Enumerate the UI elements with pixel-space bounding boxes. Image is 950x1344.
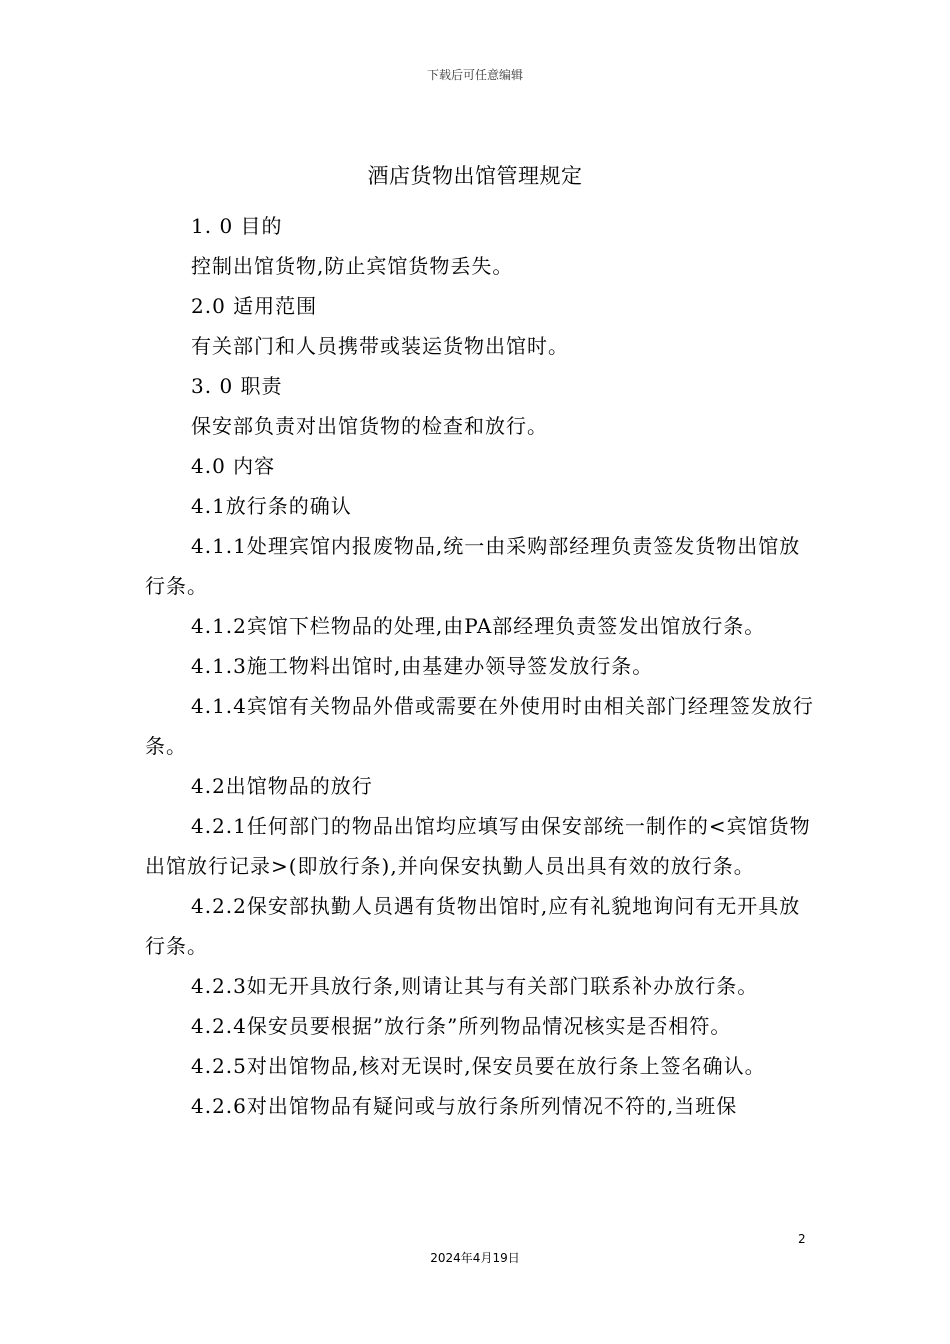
paragraph: 4.2.1任何部门的物品出馆均应填写由保安部统一制作的<宾馆货物出馆放行记录>(即放行条),并向保安执勤人员出具有效的放行条。 bbox=[145, 814, 811, 878]
paragraph: 4.1.4宾馆有关物品外借或需要在外使用时由相关部门经理签发放行条。 bbox=[145, 694, 814, 758]
document-title: 酒店货物出馆管理规定 bbox=[367, 164, 583, 188]
page-header: 下载后可任意编辑 bbox=[426, 68, 523, 82]
paragraph: 4.2.2保安部执勤人员遇有货物出馆时,应有礼貌地询问有无开具放行条。 bbox=[145, 894, 801, 958]
paragraph: 4.1.2宾馆下栏物品的处理,由PA部经理负责签发出馆放行条。 bbox=[191, 614, 766, 638]
section-heading-responsibility: 3. 0 职责 bbox=[191, 374, 283, 398]
paragraph: 4.2.6对出馆物品有疑问或与放行条所列情况不符的,当班保 bbox=[191, 1094, 738, 1118]
footer-date: 2024年4月19日 bbox=[430, 1251, 520, 1265]
paragraph: 4.1.1处理宾馆内报废物品,统一由采购部经理负责签发货物出馆放行条。 bbox=[145, 534, 801, 598]
paragraph: 控制出馆货物,防止宾馆货物丢失。 bbox=[191, 254, 514, 278]
paragraph: 4.1.3施工物料出馆时,由基建办领导签发放行条。 bbox=[191, 654, 654, 678]
section-heading-scope: 2.0 适用范围 bbox=[191, 294, 318, 318]
subsection-heading: 4.2出馆物品的放行 bbox=[191, 774, 373, 798]
paragraph: 有关部门和人员携带或装运货物出馆时。 bbox=[191, 334, 569, 358]
subsection-heading: 4.1放行条的确认 bbox=[191, 494, 352, 518]
section-heading-content: 4.0 内容 bbox=[191, 454, 276, 478]
paragraph: 保安部负责对出馆货物的检查和放行。 bbox=[191, 414, 548, 438]
paragraph: 4.2.4保安员要根据”放行条”所列物品情况核实是否相符。 bbox=[191, 1014, 732, 1038]
paragraph: 4.2.3如无开具放行条,则请让其与有关部门联系补办放行条。 bbox=[191, 974, 759, 998]
paragraph: 4.2.5对出馆物品,核对无误时,保安员要在放行条上签名确认。 bbox=[191, 1054, 766, 1078]
document-body bbox=[145, 206, 821, 1126]
page-number: 2 bbox=[798, 1232, 806, 1246]
section-heading-purpose: 1. 0 目的 bbox=[191, 214, 283, 238]
